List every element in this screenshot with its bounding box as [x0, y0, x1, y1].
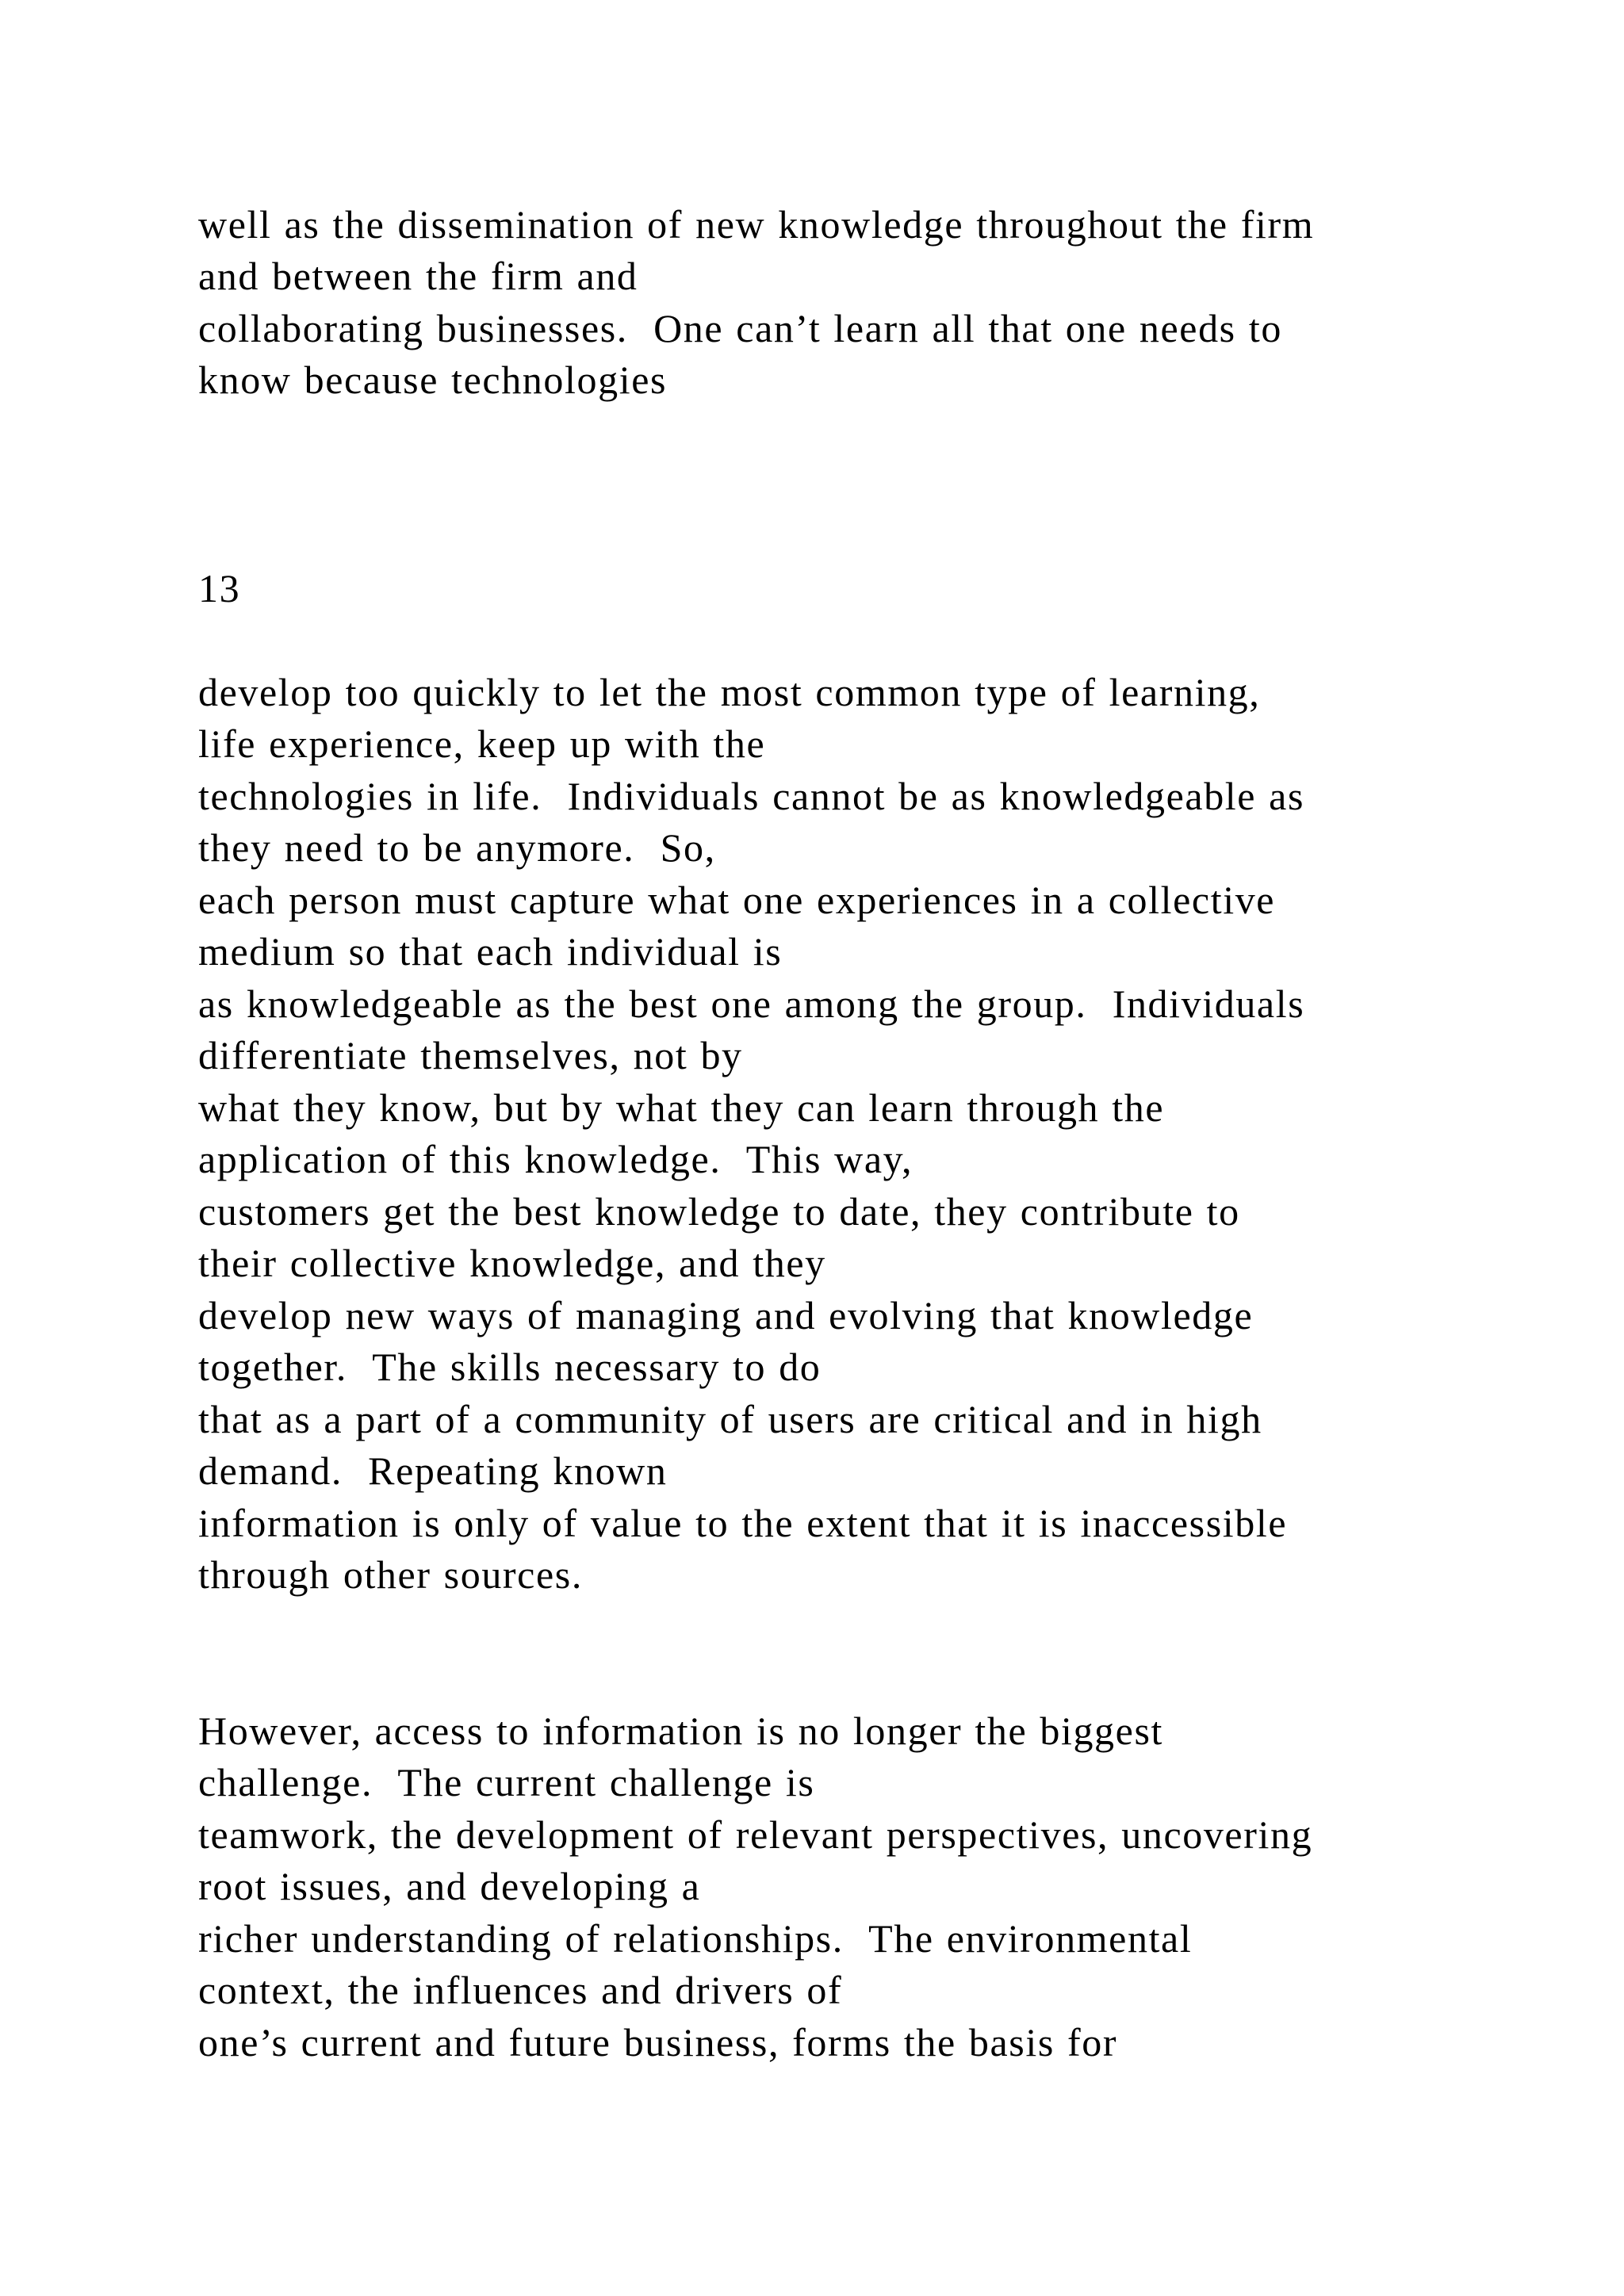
text-line: together. The skills necessary to do — [198, 1345, 822, 1389]
text-line: develop new ways of managing and evolving that knowledge — [198, 1293, 1254, 1337]
text-line: and between the firm and — [198, 254, 638, 298]
text-line: what they know, but by what they can learn through the — [198, 1085, 1165, 1130]
text-line: well as the dissemination of new knowledge throughout the firm — [198, 202, 1315, 247]
text-line: one’s current and future business, forms the basis for — [198, 2020, 1118, 2064]
text-line: through other sources. — [198, 1552, 583, 1597]
text-line: challenge. The current challenge is — [198, 1760, 815, 1804]
text-line: customers get the best knowledge to date, they contribute to — [198, 1189, 1240, 1234]
text-line: information is only of value to the extent that it is inaccessible — [198, 1501, 1288, 1545]
text-line: differentiate themselves, not by — [198, 1033, 743, 1077]
text-line: that as a part of a community of users are critical and in high — [198, 1397, 1262, 1441]
page-number: 13 — [198, 566, 241, 610]
text-line: technologies in life. Individuals cannot be as knowledgeable as — [198, 774, 1305, 818]
text-line: they need to be anymore. So, — [198, 825, 716, 870]
text-line: application of this knowledge. This way, — [198, 1137, 914, 1181]
text-line: life experience, keep up with the — [198, 721, 766, 766]
text-line: collaborating businesses. One can’t learn all that one needs to — [198, 306, 1282, 350]
text-line: medium so that each individual is — [198, 929, 783, 974]
text-line: as knowledgeable as the best one among the group. Individuals — [198, 982, 1305, 1026]
text-line: develop too quickly to let the most common type of learning, — [198, 670, 1261, 714]
text-line: know because technologies — [198, 358, 668, 402]
text-line: root issues, and developing a — [198, 1864, 701, 1908]
text-line: each person must capture what one experiences in a collective — [198, 878, 1276, 922]
text-line: context, the influences and drivers of — [198, 1968, 843, 2012]
text-line: teamwork, the development of relevant perspectives, uncovering — [198, 1812, 1313, 1857]
text-line: demand. Repeating known — [198, 1448, 668, 1493]
text-line: their collective knowledge, and they — [198, 1241, 826, 1285]
text-line: richer understanding of relationships. The environmental — [198, 1916, 1193, 1961]
text-line: However, access to information is no longer the biggest — [198, 1709, 1163, 1753]
